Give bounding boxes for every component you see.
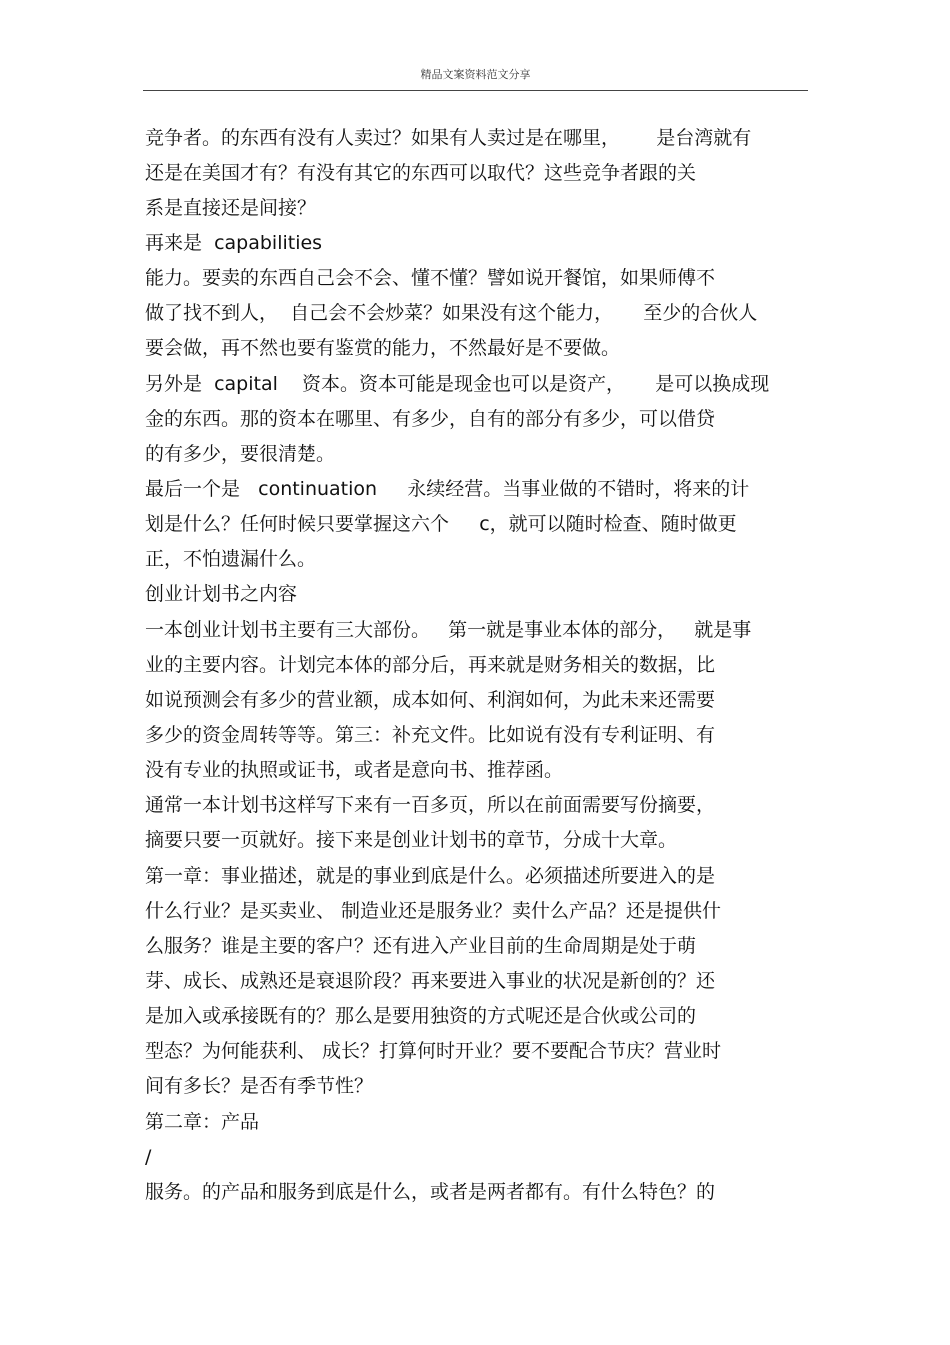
text-line: 第一章：事业描述，就是的事业到底是什么。必须描述所要进入的是 bbox=[145, 865, 716, 887]
text-line: 系是直接还是间接？ bbox=[145, 197, 317, 219]
text-line: 正，不怕遗漏什么。 bbox=[145, 548, 317, 570]
text-line: 摘要只要一页就好。接下来是创业计划书的章节，分成十大章。 bbox=[145, 829, 678, 851]
text-line: 型态？为何能获利、 成长？打算何时开业？要不要配合节庆？营业时 bbox=[145, 1040, 722, 1062]
text-line: 竞争者。的东西有没有人卖过？如果有人卖过是在哪里， 是台湾就有 bbox=[145, 127, 752, 149]
text-line: 要会做，再不然也要有鉴赏的能力，不然最好是不要做。 bbox=[145, 337, 621, 359]
text-line: 再来是 capabilities bbox=[145, 232, 323, 254]
text-line: 间有多长？是否有季节性？ bbox=[145, 1075, 374, 1097]
text-line: 的有多少，要很清楚。 bbox=[145, 443, 336, 465]
text-line: 芽、成长、成熟还是衰退阶段？再来要进入事业的状况是新创的？还 bbox=[145, 970, 716, 992]
text-line: 一本创业计划书主要有三大部份。 第一就是事业本体的部分， 就是事 bbox=[145, 619, 752, 641]
text-line: 划是什么？任何时候只要掌握这六个 c，就可以随时检查、随时做更 bbox=[145, 513, 737, 535]
text-line: 么服务？谁是主要的客户？还有进入产业目前的生命周期是处于萌 bbox=[145, 935, 697, 957]
text-line: 如说预测会有多少的营业额，成本如何、利润如何，为此未来还需要 bbox=[145, 689, 716, 711]
page-header-title: 精品文案资料范文分享 bbox=[420, 68, 531, 81]
text-line: 另外是 capital 资本。资本可能是现金也可以是资产， 是可以换成现 bbox=[145, 373, 770, 395]
text-line: 多少的资金周转等等。第三：补充文件。比如说有没有专利证明、有 bbox=[145, 724, 716, 746]
text-line: / bbox=[145, 1146, 152, 1168]
text-line: 第二章：产品 bbox=[145, 1111, 260, 1133]
text-line: 还是在美国才有？有没有其它的东西可以取代？这些竞争者跟的关 bbox=[145, 162, 697, 184]
text-line: 是加入或承接既有的？那么是要用独资的方式呢还是合伙或公司的 bbox=[145, 1005, 697, 1027]
text-line: 服务。的产品和服务到底是什么，或者是两者都有。有什么特色？的 bbox=[145, 1181, 716, 1203]
text-line: 金的东西。那的资本在哪里、有多少，自有的部分有多少，可以借贷 bbox=[145, 408, 716, 430]
text-line: 通常一本计划书这样写下来有一百多页，所以在前面需要写份摘要， bbox=[145, 794, 716, 816]
section-heading: 创业计划书之内容 bbox=[145, 583, 298, 605]
header-divider bbox=[143, 90, 808, 91]
text-line: 最后一个是 continuation 永续经营。当事业做的不错时，将来的计 bbox=[145, 478, 750, 500]
text-line: 没有专业的执照或证书，或者是意向书、推荐函。 bbox=[145, 759, 564, 781]
text-line: 什么行业？是买卖业、 制造业还是服务业？卖什么产品？还是提供什 bbox=[145, 900, 722, 922]
text-line: 业的主要内容。计划完本体的部分后，再来就是财务相关的数据，比 bbox=[145, 654, 716, 676]
text-line: 做了找不到人， 自己会不会炒菜？如果没有这个能力， 至少的合伙人 bbox=[145, 302, 758, 324]
text-line: 能力。要卖的东西自己会不会、懂不懂？譬如说开餐馆，如果师傅不 bbox=[145, 267, 716, 289]
